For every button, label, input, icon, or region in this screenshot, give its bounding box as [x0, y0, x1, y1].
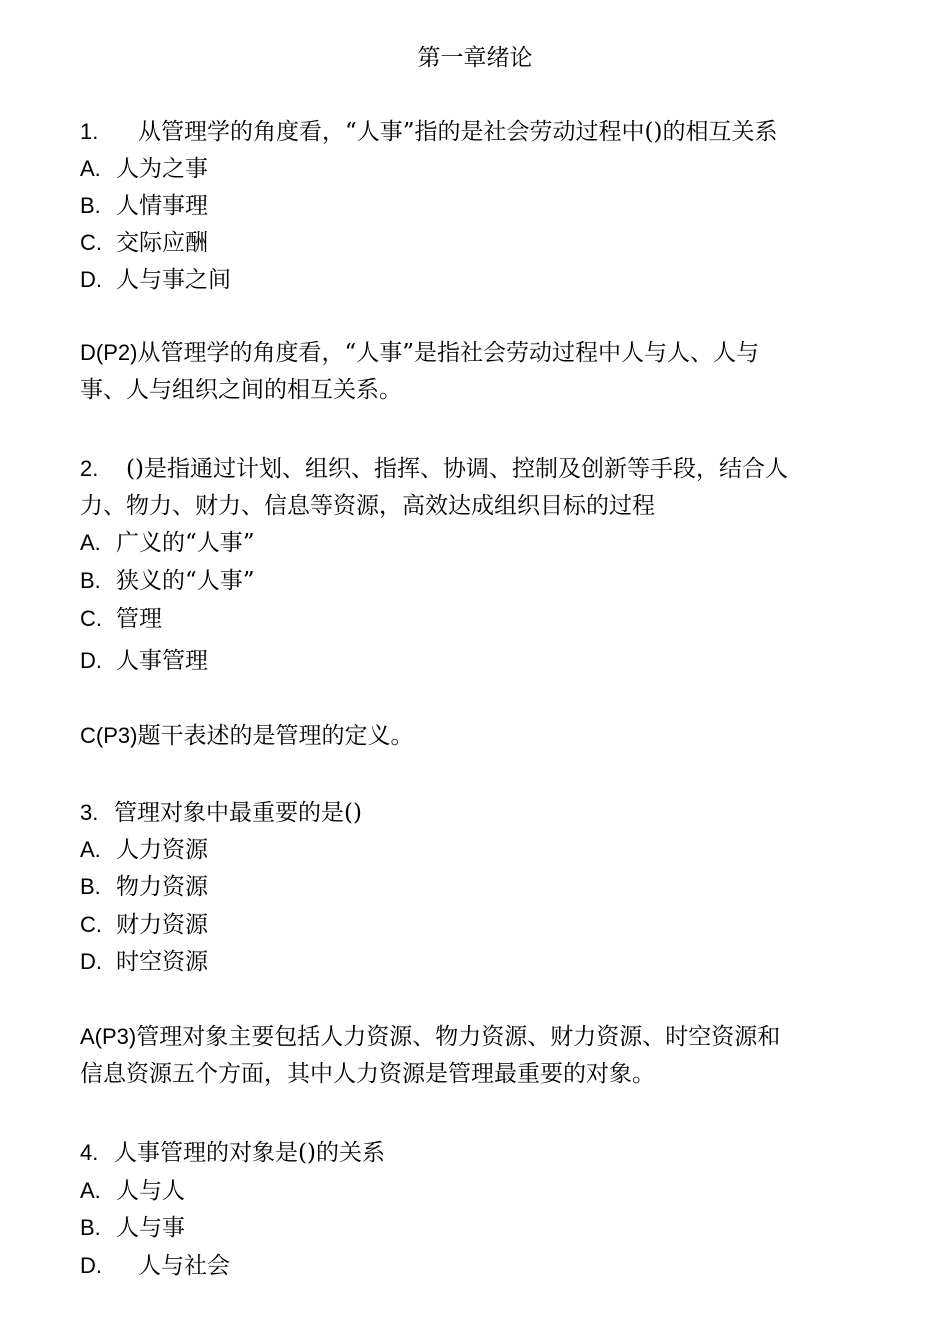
question-1-stem-line-1: 从管理学的角度看，“人事”指的是社会劳动过程中()的相互关系 — [138, 119, 778, 145]
question-2-option-a: A. 广义的“人事” — [80, 530, 255, 556]
question-3-stem-line-1: 管理对象中最重要的是() — [114, 800, 362, 826]
question-2-option-d: D. 人事管理 — [80, 648, 208, 674]
question-1-option-d: D. 人与事之间 — [80, 267, 231, 293]
question-3-option-c: C. 财力资源 — [80, 912, 208, 938]
question-3-answer-line-2: 信息资源五个方面，其中人力资源是管理最重要的对象。 — [80, 1061, 655, 1087]
question-1-option-a: A. 人为之事 — [80, 156, 208, 182]
question-1-answer: D(P2)从管理学的角度看，“人事”是指社会劳动过程中人与人、人与 — [80, 340, 759, 366]
question-2-number: 2. — [80, 456, 99, 481]
question-2-answer: C(P3)题干表述的是管理的定义。 — [80, 723, 414, 749]
answer-2-prefix: C(P3) — [80, 723, 138, 748]
question-3-number: 3. — [80, 800, 99, 825]
question-4-number: 4. — [80, 1140, 99, 1165]
question-2-stem — [80, 451, 880, 487]
question-4-option-b: B. 人与事 — [80, 1215, 185, 1241]
question-3-option-a: A. 人力资源 — [80, 837, 208, 863]
question-1-number: 1. — [80, 119, 99, 144]
question-4-option-a: A. 人与人 — [80, 1178, 185, 1204]
answer-3-prefix: A(P3) — [80, 1024, 137, 1049]
question-4-stem — [80, 1135, 880, 1171]
answer-1-prefix: D(P2) — [80, 340, 138, 365]
question-1-answer-line-2: 事、人与组织之间的相互关系。 — [80, 377, 402, 403]
question-4-option-d: D. 人与社会 — [80, 1253, 230, 1279]
question-2-option-b: B. 狭义的“人事” — [80, 568, 255, 594]
question-2-option-c: C. 管理 — [80, 606, 162, 632]
question-1-stem — [80, 114, 880, 150]
question-3-option-d: D. 时空资源 — [80, 949, 208, 975]
question-4-stem-line-1: 人事管理的对象是()的关系 — [114, 1140, 385, 1166]
page-title: 第一章绪论 — [417, 45, 533, 71]
question-2-stem-line-1: ()是指通过计划、组织、指挥、协调、控制及创新等手段，结合人 — [126, 456, 788, 482]
question-1-option-b: B. 人情事理 — [80, 193, 208, 219]
question-2-stem-line-2: 力、物力、财力、信息等资源，高效达成组织目标的过程 — [80, 493, 655, 519]
question-3-stem — [80, 795, 880, 831]
question-3-option-b: B. 物力资源 — [80, 874, 208, 900]
question-3-answer: A(P3)管理对象主要包括人力资源、物力资源、财力资源、时空资源和 — [80, 1024, 781, 1050]
question-1-option-c: C. 交际应酬 — [80, 230, 208, 256]
